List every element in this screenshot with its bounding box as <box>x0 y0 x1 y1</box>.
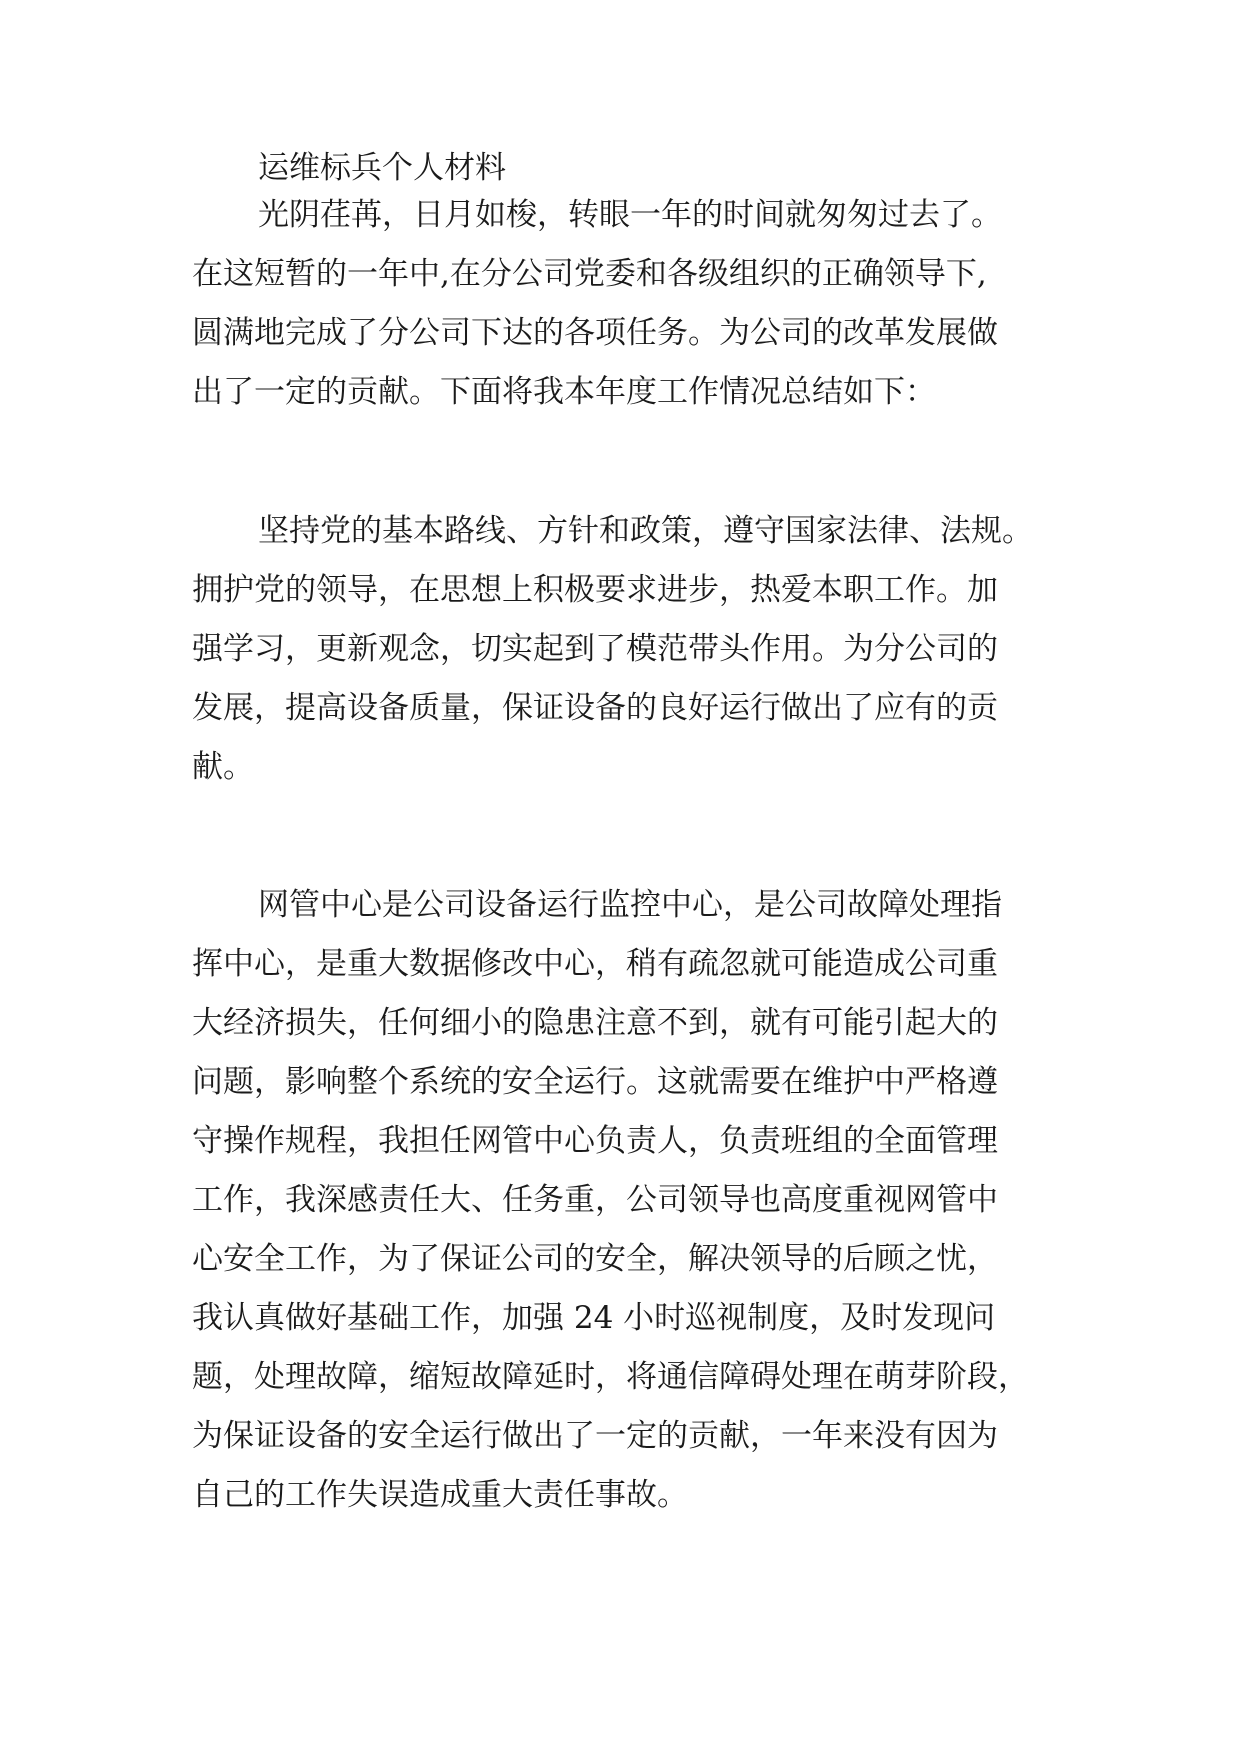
paragraph-1-line-1: 光阴荏苒，日月如梭，转眼一年的时间就匆匆过去了。 <box>258 197 1002 233</box>
paragraph-2-line-3: 强学习，更新观念，切实起到了模范带头作用。为分公司的 <box>192 631 998 667</box>
paragraph-3-line-6: 工作，我深感责任大、任务重，公司领导也高度重视网管中 <box>192 1182 998 1218</box>
paragraph-3-line-3: 大经济损失，任何细小的隐患注意不到，就有可能引起大的 <box>192 1005 998 1041</box>
paragraph-3-line-9: 题，处理故障，缩短故障延时，将通信障碍处理在萌芽阶段， <box>192 1359 1029 1395</box>
paragraph-3-line-4: 问题，影响整个系统的安全运行。这就需要在维护中严格遵 <box>192 1064 998 1100</box>
document-title: 运维标兵个人材料 <box>258 150 506 186</box>
paragraph-1-line-3: 圆满地完成了分公司下达的各项任务。为公司的改革发展做 <box>192 315 998 351</box>
paragraph-3-line-7: 心安全工作，为了保证公司的安全，解决领导的后顾之忧， <box>192 1241 998 1277</box>
paragraph-3-line-5: 守操作规程，我担任网管中心负责人，负责班组的全面管理 <box>192 1123 998 1159</box>
paragraph-3-line-8: 我认真做好基础工作，加强 24 小时巡视制度，及时发现问 <box>192 1300 996 1336</box>
paragraph-2-line-2: 拥护党的领导，在思想上积极要求进步，热爱本职工作。加 <box>192 572 998 608</box>
paragraph-3-line-1: 网管中心是公司设备运行监控中心，是公司故障处理指 <box>258 887 1002 923</box>
paragraph-2-line-1: 坚持党的基本路线、方针和政策，遵守国家法律、法规。 <box>258 513 1033 549</box>
paragraph-2-line-4: 发展，提高设备质量，保证设备的良好运行做出了应有的贡 <box>192 690 998 726</box>
paragraph-1-line-2: 在这短暂的一年中,在分公司党委和各级组织的正确领导下, <box>192 256 987 292</box>
paragraph-1-line-4: 出了一定的贡献。下面将我本年度工作情况总结如下： <box>192 374 936 410</box>
paragraph-2-line-5: 献。 <box>192 749 254 785</box>
paragraph-3-line-10: 为保证设备的安全运行做出了一定的贡献，一年来没有因为 <box>192 1418 998 1454</box>
paragraph-3-line-2: 挥中心，是重大数据修改中心，稍有疏忽就可能造成公司重 <box>192 946 998 982</box>
paragraph-3-line-11: 自己的工作失误造成重大责任事故。 <box>192 1477 688 1513</box>
